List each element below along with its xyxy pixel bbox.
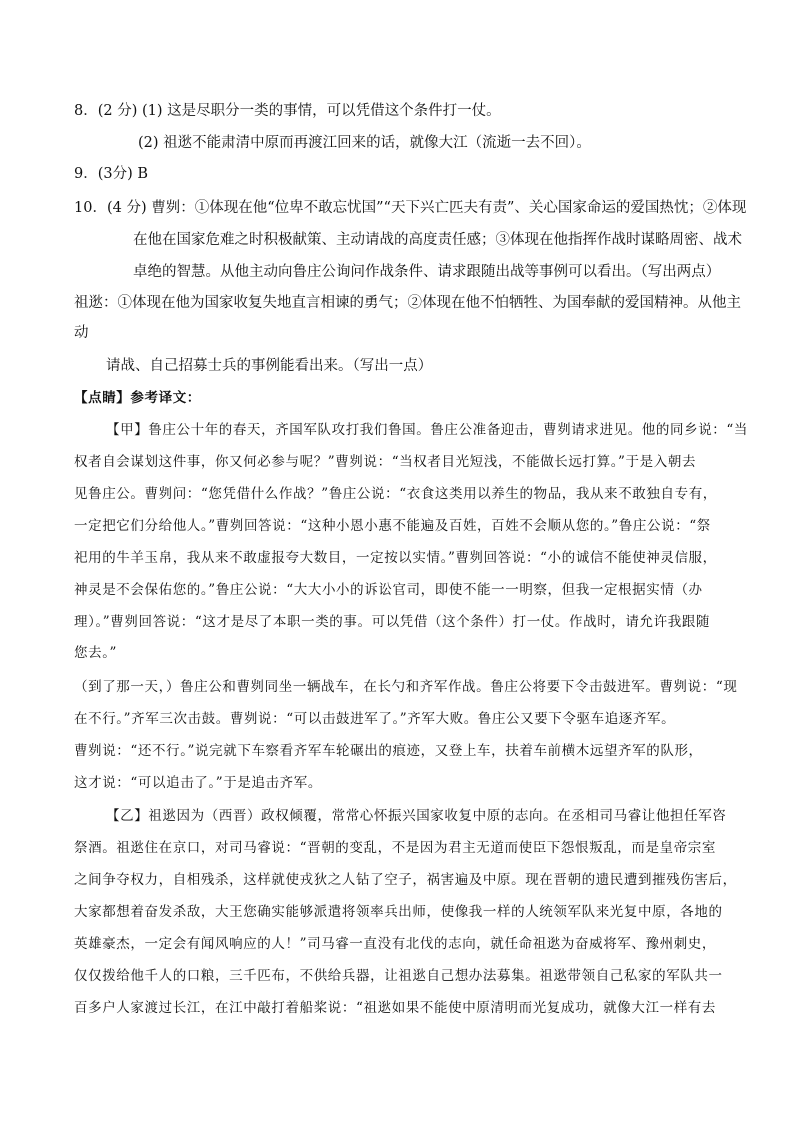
- jia-line: 这才说：“可以追击了。”于是追击齐军。: [74, 775, 322, 791]
- jia-line: 【甲】鲁庄公十年的春天，齐国军队攻打我们鲁国。鲁庄公准备迎击，曹刿请求进见。他的同乡说：“当: [106, 422, 748, 438]
- yi-line: 大家都想着奋发杀敌，大王您确实能够派遣将领率兵出师，使像我一样的人统领军队来光复中原，各地的: [74, 904, 723, 920]
- jia-line: 一定把它们分给他人。”曹刿回答说：“这种小恩小惠不能遍及百姓，百姓不会顺从您的。”鲁庄公说：“祭: [74, 518, 711, 534]
- answer-q8-line2: (2) 祖逖不能肃清中原而再渡江回来的话，就像大江（流逝一去不回）。: [138, 135, 591, 151]
- jia-line: 见鲁庄公。曹刿问：“您凭借什么作战？”鲁庄公说：“衣食这类用以养生的物品，我从来不敢独自专有，: [74, 486, 717, 502]
- jia-line: 在不行。”齐军三次击鼓。曹刿说：“可以击鼓进军了。”齐军大败。鲁庄公又要下令驱车追逐齐军。: [74, 711, 676, 727]
- answer-q10-line1: 10．(4 分) 曹刿：①体现在他“位卑不敢忘忧国”“天下兴亡匹夫有责”、关心国家命运的爱国热忱；②体现: [74, 200, 747, 216]
- yi-line: 百多户人家渡过长江，在江中敲打着船桨说：“祖逖如果不能使中原清明而光复成功，就像大江一样有去: [74, 1000, 716, 1016]
- answer-q10-line4: 祖逖：①体现在他为国家收复失地直言相谏的勇气；②体现在他不怕牺牲、为国奉献的爱国精神。从他主: [74, 295, 741, 311]
- jia-line: 权者自会谋划这件事，你又何必参与呢？”曹刿说：“当权者目光短浅，不能做长远打算。”于是入朝去: [74, 454, 697, 470]
- yi-line: 祭酒。祖逖住在京口，对司马睿说：“晋朝的变乱，不是因为君主无道而使臣下怨恨叛乱，而是皇帝宗室: [74, 840, 716, 856]
- yi-line: 之间争夺权力，自相残杀，这样就使戎狄之人钻了空子，祸害遍及中原。现在晋朝的遗民遭到摧残伤害后，: [74, 872, 737, 888]
- jia-line: 理）。”曹刿回答说：“这才是尽了本职一类的事。可以凭借（这个条件）打一仗。作战时，请允许我跟随: [74, 614, 711, 630]
- yi-line: 英雄豪杰，一定会有闻风响应的人！”司马睿一直没有北伐的志向，就任命祖逖为奋威将军、豫州刺史，: [74, 936, 716, 952]
- jia-line: 您去。”: [74, 645, 118, 661]
- jia-line: 祀用的牛羊玉帛，我从来不敢虚报夸大数目，一定按以实情。”曹刿回答说：“小的诚信不能使神灵信服，: [74, 550, 717, 566]
- yi-line: 【乙】祖逖因为（西晋）政权倾覆，常常心怀振兴国家收复中原的志向。在丞相司马睿让他担任军咨: [106, 808, 727, 824]
- answer-q9: 9．(3分) B: [74, 166, 149, 182]
- answer-q10-line3: 卓绝的智慧。从他主动向鲁庄公询问作战条件、请求跟随出战等事例可以看出。（写出两点）: [133, 264, 721, 280]
- answer-q8-line1: 8．(2 分) (1) 这是尽职分一类的事情，可以凭借这个条件打一仗。: [74, 103, 501, 119]
- yi-line: 仅仅拨给他千人的口粮，三千匹布，不供给兵器，让祖逖自己想办法募集。祖逖带领自己私家的军队共一: [74, 968, 723, 984]
- answer-q10-line6: 请战、自己招募士兵的事例能看出来。（写出一点）: [106, 358, 433, 374]
- commentary-heading: 【点睛】参考译文：: [74, 390, 201, 406]
- jia-line: 神灵是不会保佑您的。”鲁庄公说：“大大小小的诉讼官司，即使不能一一明察，但我一定根据实情（办: [74, 582, 703, 598]
- answer-q10-line2: 在他在国家危难之时积极献策、主动请战的高度责任感；③体现在他指挥作战时谋略周密、战术: [133, 232, 742, 248]
- jia-line: 曹刿说：“还不行。”说完就下车察看齐军车轮碾出的痕迹，又登上车，扶着车前横木远望齐军的队形，: [74, 743, 703, 759]
- jia-line: （到了那一天，）鲁庄公和曹刿同坐一辆战车，在长勺和齐军作战。鲁庄公将要下令击鼓进军。曹刿说：“现: [74, 679, 738, 695]
- answer-q10-line5: 动: [74, 325, 89, 341]
